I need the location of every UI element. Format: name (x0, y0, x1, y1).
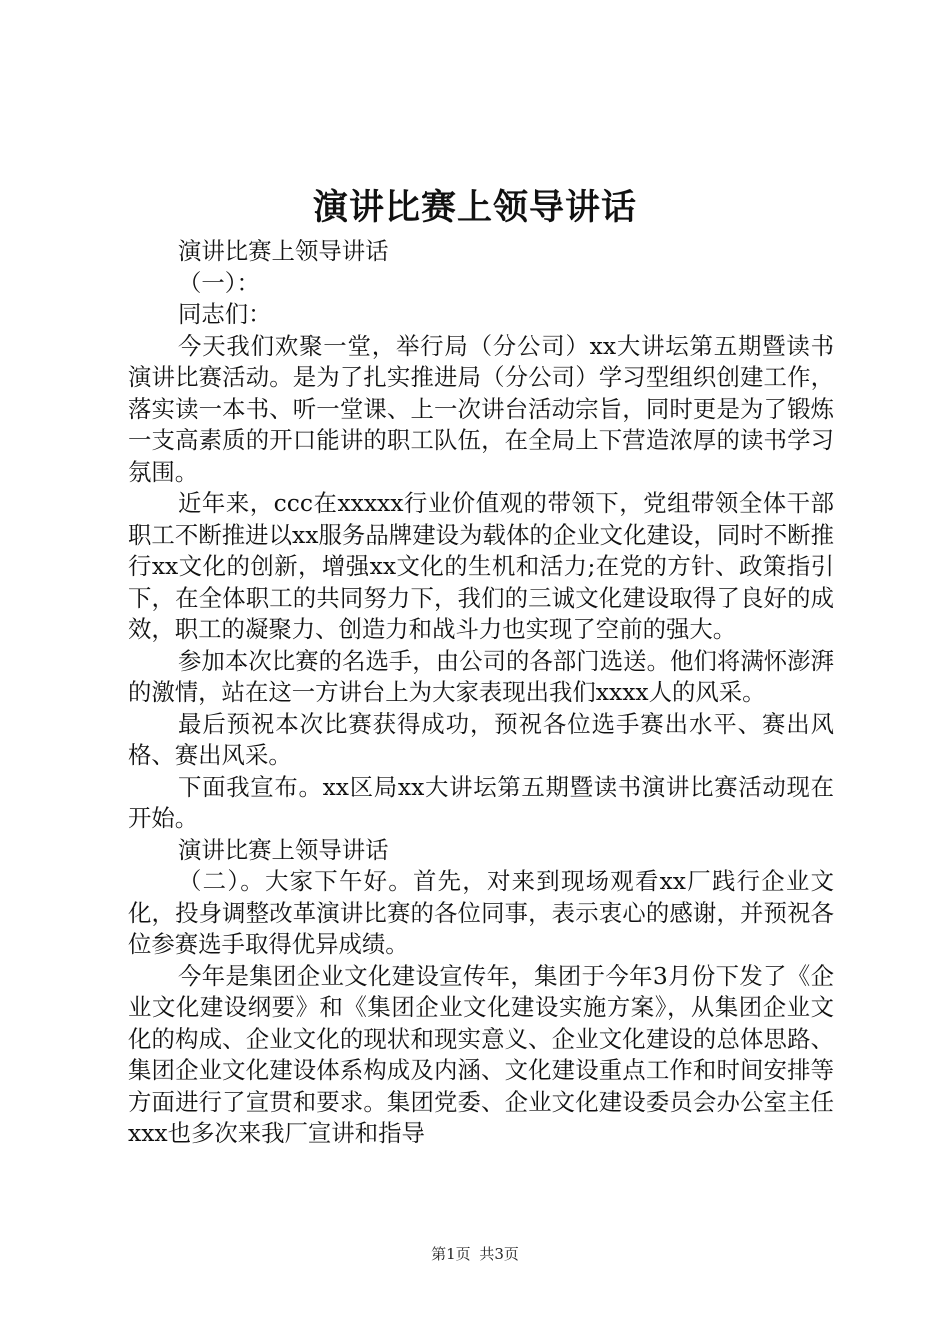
paragraph-body: 下面我宣布。xx区局xx大讲坛第五期暨读书演讲比赛活动现在开始。 (128, 772, 834, 832)
paragraph-body: （二）。大家下午好。首先，对来到现场观看xx厂践行企业文化，投身调整改革演讲比赛的各位同事，表示衷心的感谢，并预祝各位参赛选手取得优异成绩。 (128, 867, 834, 958)
page-number: 第1页 (431, 1245, 471, 1263)
paragraph-subtitle-1: 演讲比赛上领导讲话 (178, 237, 389, 265)
page-total: 共3页 (479, 1245, 519, 1263)
paragraph-greeting: 同志们： (178, 300, 272, 328)
document-title: 演讲比赛上领导讲话 (312, 187, 637, 228)
paragraph-section-one: （一）： (178, 268, 260, 297)
page-footer (0, 1244, 950, 1264)
paragraph-body: 参加本次比赛的名选手，由公司的各部门选送。他们将满怀澎湃的激情，站在这一方讲台上为大家表现出我们xxxx人的风采。 (128, 646, 834, 706)
paragraph-body: 今天我们欢聚一堂，举行局（分公司）xx大讲坛第五期暨读书演讲比赛活动。是为了扎实推进局（分公司）学习型组织创建工作，落实读一本书、听一堂课、上一次讲台活动宗旨，同时更是为了锻炼一支高素质的开口能讲的职工队伍，在全局上下营造浓厚的读书学习氛围。 (128, 331, 834, 486)
paragraph-body: 近年来，ccc在xxxxx行业价值观的带领下，党组带领全体干部职工不断推进以xx服务品牌建设为载体的企业文化建设，同时不断推行xx文化的创新，增强xx文化的生机和活力;在党的方针、政策指引下，在全体职工的共同努力下，我们的三诚文化建设取得了良好的成效，职工的凝聚力、创造力和战斗力也实现了空前的强大。 (128, 489, 834, 643)
document-body (128, 236, 834, 1150)
paragraph-subtitle-2: 演讲比赛上领导讲话 (178, 835, 389, 864)
paragraph-body: 最后预祝本次比赛获得成功，预祝各位选手赛出水平、赛出风格、赛出风采。 (128, 709, 834, 769)
paragraph-body: 今年是集团企业文化建设宣传年，集团于今年3月份下发了《企业文化建设纲要》和《集团企业文化建设实施方案》，从集团企业文化的构成、企业文化的现状和现实意义、企业文化建设的总体思路、集团企业文化建设体系构成及内涵、文化建设重点工作和时间安排等方面进行了宣贯和要求。集团党委、企业文化建设委员会办公室主任xxx也多次来我厂宣讲和指导 (128, 961, 834, 1147)
